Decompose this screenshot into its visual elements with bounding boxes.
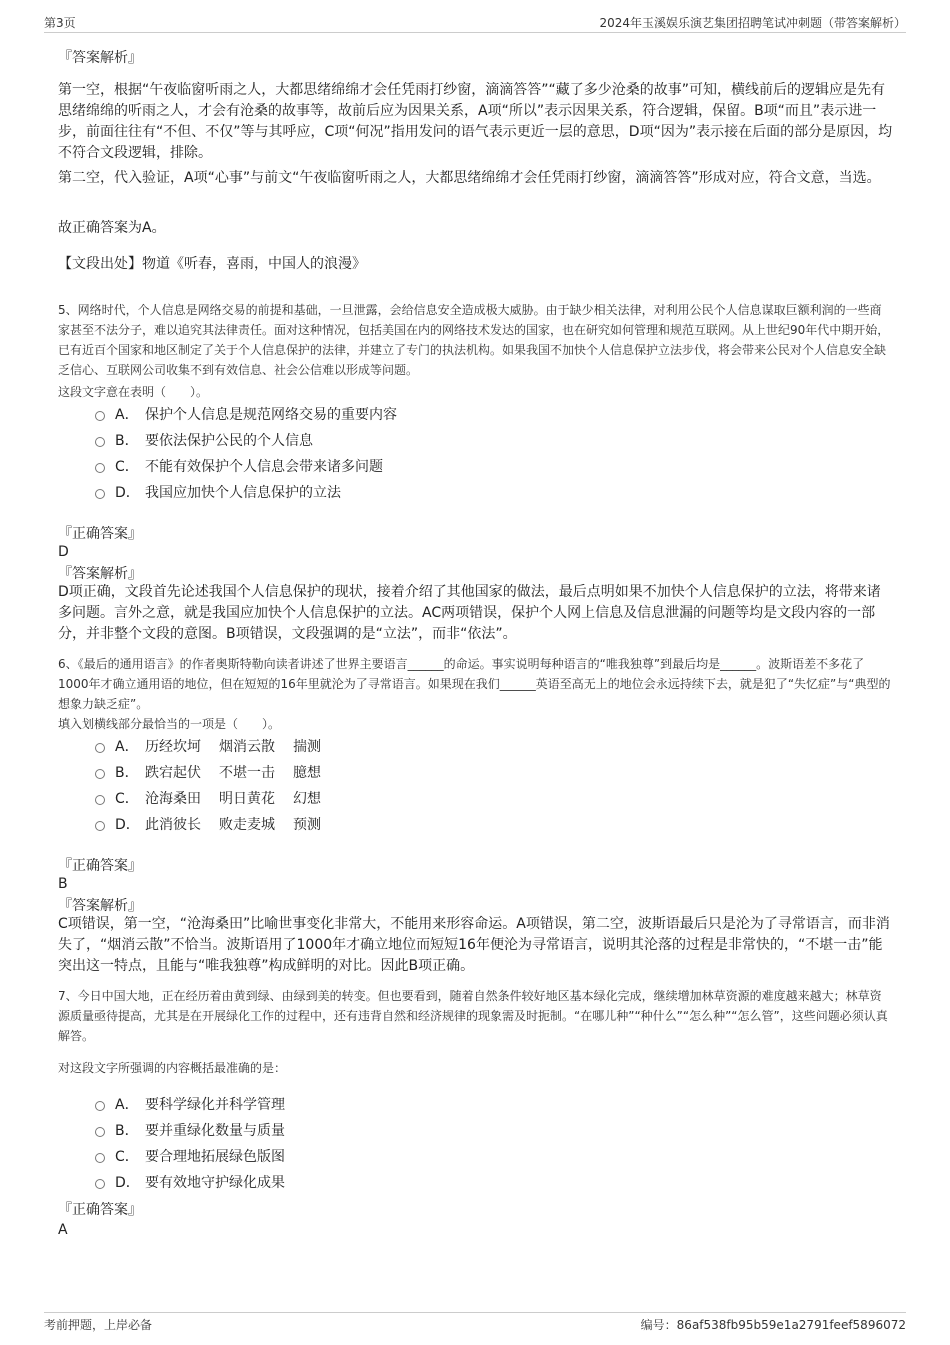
q5-option-c[interactable]: C． 不能有效保护个人信息会带来诸多问题 bbox=[95, 454, 397, 480]
radio-icon[interactable] bbox=[95, 489, 105, 499]
q5-answer-label: 『正确答案』 bbox=[58, 526, 142, 542]
radio-icon[interactable] bbox=[95, 437, 105, 447]
page-number: 第3页 bbox=[44, 16, 76, 30]
radio-icon[interactable] bbox=[95, 795, 105, 805]
radio-icon[interactable] bbox=[95, 769, 105, 779]
q6-answer: B bbox=[58, 876, 68, 892]
q7-option-c[interactable]: C． 要合理地拓展绿色版图 bbox=[95, 1144, 285, 1170]
q5-analysis-label: 『答案解析』 bbox=[58, 566, 142, 582]
q5-option-a[interactable]: A． 保护个人信息是规范网络交易的重要内容 bbox=[95, 402, 397, 428]
footer-slogan: 考前押题，上岸必备 bbox=[44, 1318, 153, 1332]
radio-icon[interactable] bbox=[95, 1153, 105, 1163]
q6-question: 填入划横线部分最恰当的一项是（ ）。 bbox=[58, 717, 281, 731]
radio-icon[interactable] bbox=[95, 463, 105, 473]
q5-option-d[interactable]: D． 我国应加快个人信息保护的立法 bbox=[95, 480, 397, 506]
prev-analysis-label: 『答案解析』 bbox=[58, 50, 142, 66]
radio-icon[interactable] bbox=[95, 1127, 105, 1137]
q6-option-a[interactable]: A． 历经坎坷 烟消云散 揣测 bbox=[95, 734, 339, 760]
q6-analysis: C项错误，第一空，“沧海桑田”比喻世事变化非常大，不能用来形容命运。A项错误，第二空，波斯语最后只是沦为了寻常语言，而非消失了，“烟消云散”不恰当。波斯语用了1000年才确立地位而短短16年便沦为寻常语言，说明其沦落的过程是非常快的，“不堪一击”能突出这一特点，且能与“唯我独尊”构成鲜明的对比。因此B项正确。 bbox=[58, 916, 890, 974]
q7-option-d[interactable]: D． 要有效地守护绿化成果 bbox=[95, 1170, 285, 1196]
q5-options bbox=[95, 402, 397, 506]
radio-icon[interactable] bbox=[95, 411, 105, 421]
q6-options bbox=[95, 734, 339, 838]
q5-analysis: D项正确，文段首先论述我国个人信息保护的现状，接着介绍了其他国家的做法，最后点明如果不加快个人信息保护的立法，将带来诸多问题。言外之意，就是我国应加快个人信息保护的立法。AC两项错误，保护个人网上信息及信息泄漏的问题等均是文段内容的一部分，并非整个文段的意图。B项错误，文段强调的是“立法”，而非“依法”。 bbox=[58, 584, 881, 642]
q5-option-b[interactable]: B． 要依法保护公民的个人信息 bbox=[95, 428, 397, 454]
q5-question: 这段文字意在表明（ ）。 bbox=[58, 385, 209, 399]
q6-analysis-label: 『答案解析』 bbox=[58, 898, 142, 914]
document-title: 2024年玉溪娱乐演艺集团招聘笔试冲刺题（带答案解析） bbox=[599, 16, 906, 30]
q7-option-b[interactable]: B． 要并重绿化数量与质量 bbox=[95, 1118, 285, 1144]
q6-stem: 6、《最后的通用语言》的作者奥斯特勒向读者讲述了世界主要语言______的命运。事实说明每种语言的“唯我独尊”到最后均是______。波斯语差不多花了1000年才确立通用语的地位，但在短短的16年里就沦为了寻常语言。如果现在我们______英语至高无上的地位会永远持续下去，就是犯了“失忆症”与“典型的想象力缺乏症”。 bbox=[58, 657, 891, 711]
q5-answer: D bbox=[58, 544, 69, 560]
q7-question: 对这段文字所强调的内容概括最准确的是： bbox=[58, 1061, 287, 1075]
radio-icon[interactable] bbox=[95, 1101, 105, 1111]
q5-stem: 5、网络时代，个人信息是网络交易的前提和基础，一旦泄露，会给信息安全造成极大威胁。由于缺少相关法律，对利用公民个人信息谋取巨额利润的一些商家甚至不法分子，难以追究其法律责任。面对这种情况，包括美国在内的网络技术发达的国家，也在研究如何管理和规范互联网。从上世纪90年代中期开始，已有近百个国家和地区制定了关于个人信息保护的法律，并建立了专门的执法机构。如果我国不加快个人信息保护立法步伐，将会带来公民对个人信息安全缺乏信心、互联网公司收集不到有效信息、社会公信难以形成等问题。 bbox=[58, 303, 890, 377]
q6-answer-label: 『正确答案』 bbox=[58, 858, 142, 874]
prev-analysis-para2: 第二空，代入验证，A项“心事”与前文“午夜临窗听雨之人，大都思绪绵绵才会任凭雨打纱窗，滴滴答答”形成对应，符合文意，当选。 bbox=[58, 170, 881, 186]
prev-analysis-para1: 第一空，根据“午夜临窗听雨之人，大都思绪绵绵才会任凭雨打纱窗，滴滴答答”“藏了多少沧桑的故事”可知，横线前后的逻辑应是先有思绪绵绵的听雨之人，才会有沧桑的故事等，故前后应为因果关系，A项“所以”表示因果关系，符合逻辑，保留。B项“而且”表示进一步，前面往往有“不但、不仅”等与其呼应，C项“何况”指用发问的语气表示更近一层的意思，D项“因为”表示接在后面的部分是原因，均不符合文段逻辑，排除。 bbox=[58, 82, 893, 161]
q7-options bbox=[95, 1092, 285, 1196]
radio-icon[interactable] bbox=[95, 743, 105, 753]
q6-option-d[interactable]: D． 此消彼长 败走麦城 预测 bbox=[95, 812, 339, 838]
document-code: 编号：86af538fb95b59e1a2791feef5896072 bbox=[640, 1318, 906, 1332]
q7-option-a[interactable]: A． 要科学绿化并科学管理 bbox=[95, 1092, 285, 1118]
radio-icon[interactable] bbox=[95, 821, 105, 831]
prev-source: 【文段出处】物道《听春，喜雨，中国人的浪漫》 bbox=[58, 256, 366, 272]
q7-stem: 7、今日中国大地，正在经历着由黄到绿、由绿到美的转变。但也要看到，随着自然条件较好地区基本绿化完成，继续增加林草资源的难度越来越大；林草资源质量亟待提高，尤其是在开展绿化工作的过程中，还有违背自然和经济规律的现象需及时扼制。“在哪儿种”“种什么”“怎么种”“怎么管”，这些问题必须认真解答。 bbox=[58, 989, 888, 1043]
q7-answer: A bbox=[58, 1222, 68, 1238]
q7-answer-label: 『正确答案』 bbox=[58, 1202, 142, 1218]
page-footer bbox=[44, 1312, 906, 1332]
q6-option-b[interactable]: B． 跌宕起伏 不堪一击 臆想 bbox=[95, 760, 339, 786]
prev-conclusion: 故正确答案为A。 bbox=[58, 220, 166, 236]
radio-icon[interactable] bbox=[95, 1179, 105, 1189]
page-header bbox=[44, 12, 906, 33]
q6-option-c[interactable]: C． 沧海桑田 明日黄花 幻想 bbox=[95, 786, 339, 812]
